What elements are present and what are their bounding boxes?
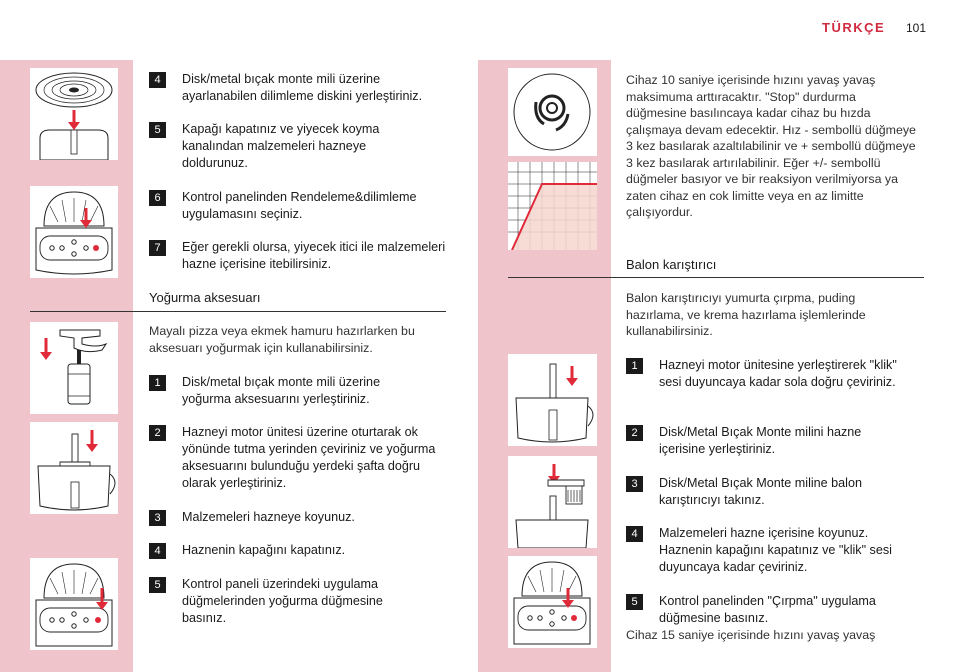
step-text: Kontrol panelinden Rendeleme&dilimleme uygulamasını seçiniz. [182,190,417,221]
step-text: Eğer gerekli olursa, yiyecek itici ile malzemeleri hazne içerisine itebilirsiniz. [182,240,446,271]
language-header: TÜRKÇE [822,20,886,35]
step-text: Haznenin kapağını kapatınız. [182,543,346,557]
speed-dial-icon [508,68,597,156]
step-number: 6 [149,190,166,206]
step-text: Malzemeleri hazneye koyunuz. [182,510,355,524]
step-number: 1 [149,375,166,391]
kneading-accessory-illustration [30,322,118,414]
step-text: Kontrol paneli üzerindeki uygulama düğmelerinden yoğurma düğmesine basınız. [182,577,383,625]
kneading-control-panel-illustration [30,558,118,650]
step-number: 1 [626,358,643,374]
step-text: Hazneyi motor ünitesi üzerine oturtarak ok yönünde tutma yerinden çeviriniz ve yoğurma aksesuarını bulunduğu yerdeki şafta doğru olarak yerleştiriniz. [182,425,436,490]
step-number: 2 [626,425,643,441]
step-number: 5 [626,594,643,610]
step-text: Malzemeleri hazne içerisine koyunuz. Haznenin kapağını kapatınız ve "klik" sesi duyuncaya kadar çeviriniz. [659,526,892,574]
step-number: 4 [149,543,166,559]
whisk-illustration [508,456,597,548]
section-divider [508,277,924,278]
whisk-control-panel-illustration [508,556,597,648]
step-number: 4 [149,72,166,88]
kneading-section-title: Yoğurma aksesuarı [149,290,261,305]
step-number: 5 [149,577,166,593]
step-text: Hazneyi motor ünitesine yerleştirerek "klik" sesi duyuncaya kadar sola doğru çeviriniz. [659,358,897,389]
section-divider [30,311,446,312]
speed-intro: Cihaz 10 saniye içerisinde hızını yavaş yavaş maksimuma arttıracaktır. "Stop" durdurma düğmesine basılıncaya kadar cihaz bu hızda çalışmaya devam edecektir. Hız - sembollü düğmeye 3 kez basılarak azaltılabilinir ve + sembollü düğmeye 3 kez basılarak artırılabilinir. Eğer +/- sembollü düğmeler basıyor ve bir reaksiyon verilmiyorsa ya zaten cihaz en cok limitte veya en az limitte çalışıyordur. [626,73,916,219]
step-number: 3 [149,510,166,526]
step-text: Disk/Metal Bıçak Monte milini hazne içerisine yerleştiriniz. [659,425,862,456]
step-text: Kapağı kapatınız ve yiyecek koyma kanalından malzemeleri hazneye doldurunuz. [182,122,380,170]
slicing-disc-illustration [30,68,118,160]
whisk-section-title: Balon karıştırıcı [626,257,717,272]
speed-graph-illustration [508,162,597,250]
step-number: 4 [626,526,643,542]
step-text: Disk/metal bıçak monte mili üzerine ayarlanabilen dilimleme diskini yerleştiriniz. [182,72,423,103]
step-number: 3 [626,476,643,492]
step-number: 7 [149,240,166,256]
step-text: Disk/Metal Bıçak Monte miline balon karıştırıcıyı takınız. [659,476,862,507]
whisk-trailing-text: Cihaz 15 saniye içerisinde hızını yavaş yavaş [626,628,876,642]
step-number: 5 [149,122,166,138]
jar-with-kneader-illustration [30,422,118,514]
page-number: 101 [906,21,927,35]
food-processor-panel-illustration [30,186,118,278]
whisk-intro: Balon karıştırıcıyı yumurta çırpma, puding hazırlama, ve krema hazırlama işlemlerinde kullanabilirsiniz. [626,291,866,338]
whisk-jar-illustration [508,354,597,446]
kneading-intro: Mayalı pizza veya ekmek hamuru hazırlarken bu aksesuarı yoğurmak için kullanabilirsiniz. [149,324,415,355]
step-text: Disk/metal bıçak monte mili üzerine yoğurma aksesuarını yerleştiriniz. [182,375,381,406]
step-number: 2 [149,425,166,441]
step-text: Kontrol panelinden "Çırpma" uygulama düğmesine basınız. [659,594,876,625]
